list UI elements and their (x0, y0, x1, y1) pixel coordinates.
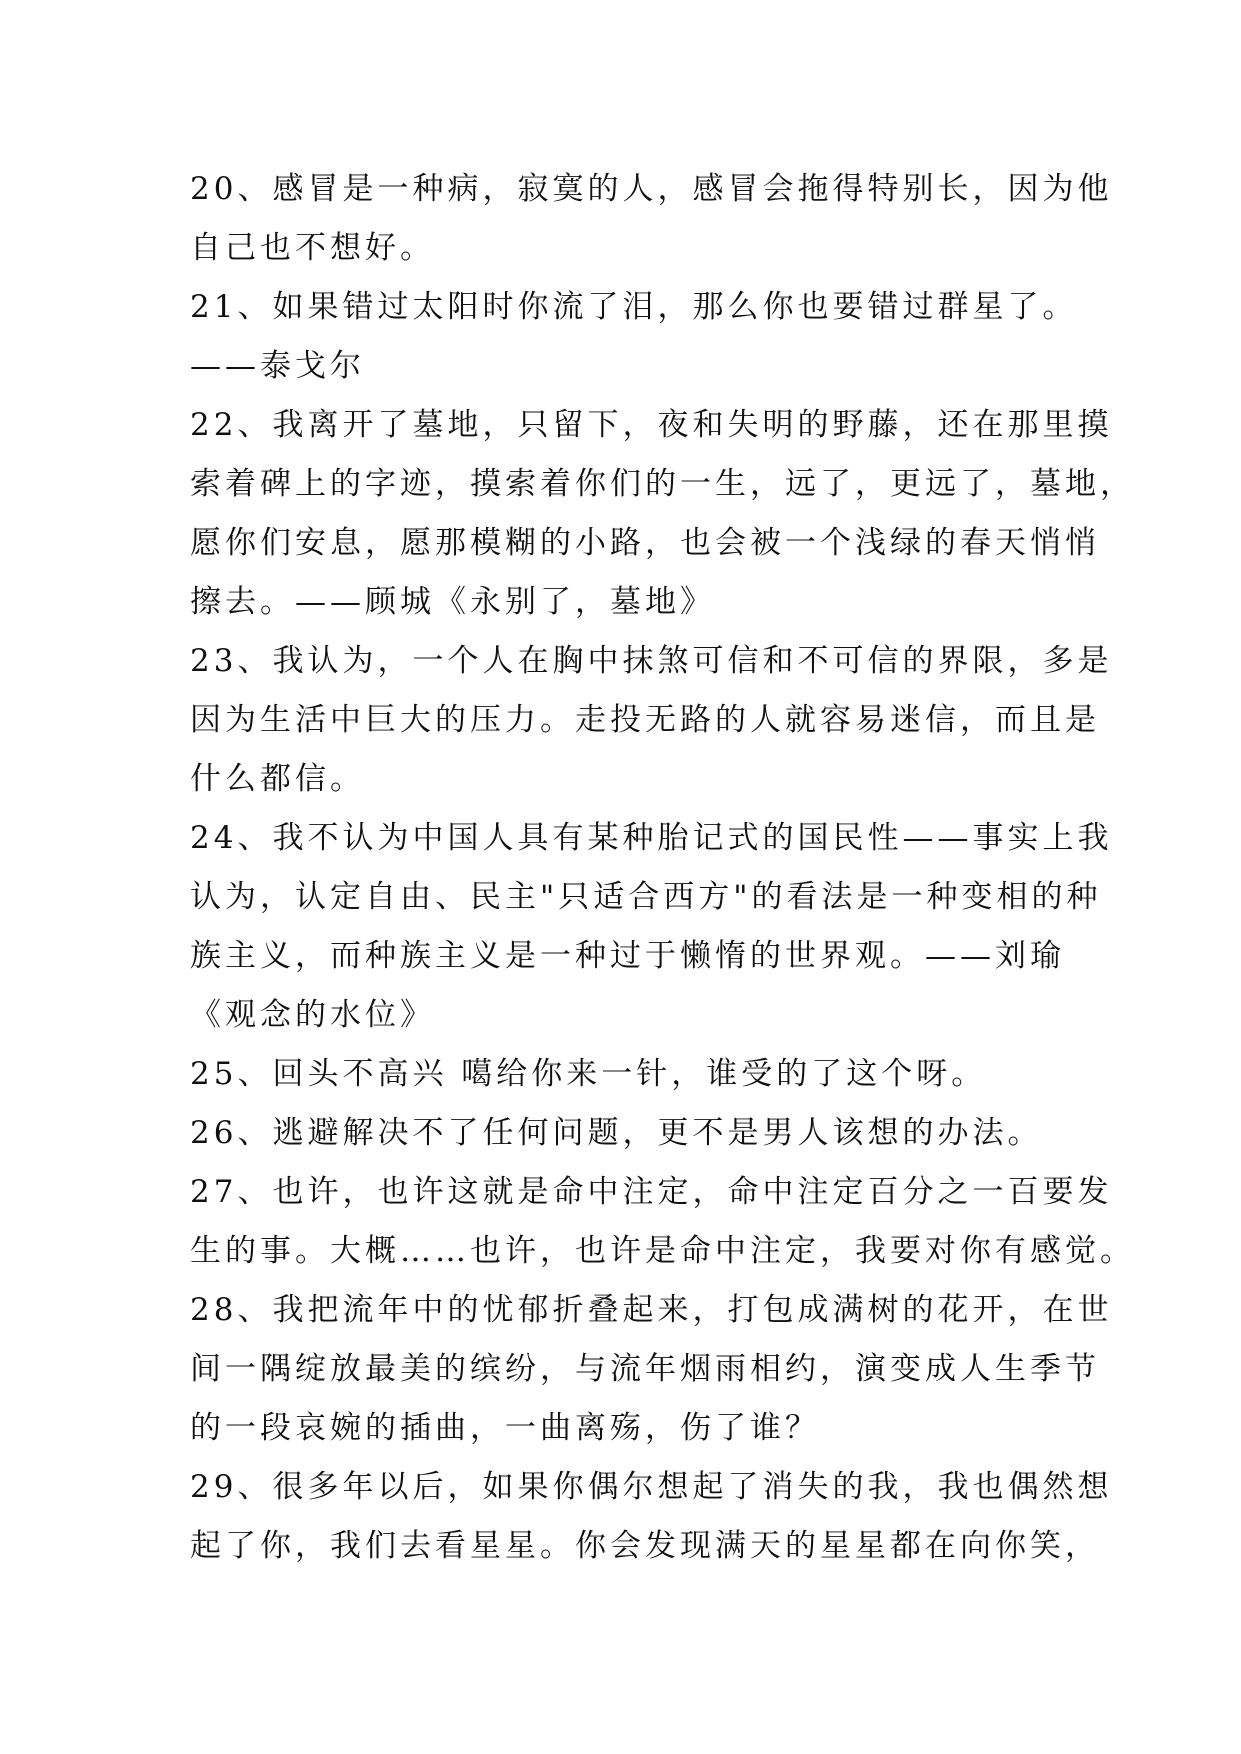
text-line: 自己也不想好。 (190, 230, 435, 266)
text-line: 27、也许，也许这就是命中注定，命中注定百分之一百要发 (190, 1174, 1113, 1210)
text-line: 24、我不认为中国人具有某种胎记式的国民性——事实上我 (190, 820, 1113, 856)
text-line: 29、很多年以后，如果你偶尔想起了消失的我，我也偶然想 (190, 1469, 1113, 1505)
text-line: 26、逃避解决不了任何问题，更不是男人该想的办法。 (190, 1115, 1043, 1151)
document-body (190, 160, 1135, 1576)
text-line: 25、回头不高兴 噶给你来一针，谁受的了这个呀。 (190, 1056, 987, 1092)
text-line: 什么都信。 (190, 761, 365, 797)
text-line: 22、我离开了墓地，只留下，夜和失明的野藤，还在那里摸 (190, 407, 1113, 443)
text-line: 《观念的水位》 (190, 997, 435, 1033)
text-line: 认为，认定自由、民主"只适合西方"的看法是一种变相的种 (190, 879, 1102, 915)
text-line: 的一段哀婉的插曲，一曲离殇，伤了谁？ (190, 1410, 820, 1446)
text-line: 因为生活中巨大的压力。走投无路的人就容易迷信，而且是 (190, 702, 1100, 738)
text-line: ——泰戈尔 (190, 348, 365, 384)
text-line: 20、感冒是一种病，寂寞的人，感冒会拖得特别长，因为他 (190, 171, 1113, 207)
text-line: 愿你们安息，愿那模糊的小路，也会被一个浅绿的春天悄悄 (190, 525, 1100, 561)
text-line: 起了你，我们去看星星。你会发现满天的星星都在向你笑， (190, 1528, 1100, 1564)
text-line: 23、我认为，一个人在胸中抹煞可信和不可信的界限，多是 (190, 643, 1113, 679)
text-line: 索着碑上的字迹，摸索着你们的一生，远了，更远了，墓地， (190, 466, 1135, 502)
text-line: 21、如果错过太阳时你流了泪，那么你也要错过群星了。 (190, 289, 1078, 325)
text-line: 生的事。大概……也许，也许是命中注定，我要对你有感觉。 (190, 1233, 1135, 1269)
text-line: 间一隅绽放最美的缤纷，与流年烟雨相约，演变成人生季节 (190, 1351, 1100, 1387)
text-line: 28、我把流年中的忧郁折叠起来，打包成满树的花开，在世 (190, 1292, 1113, 1328)
text-line: 族主义，而种族主义是一种过于懒惰的世界观。——刘瑜 (190, 938, 1065, 974)
text-line: 擦去。——顾城《永别了，墓地》 (190, 584, 715, 620)
